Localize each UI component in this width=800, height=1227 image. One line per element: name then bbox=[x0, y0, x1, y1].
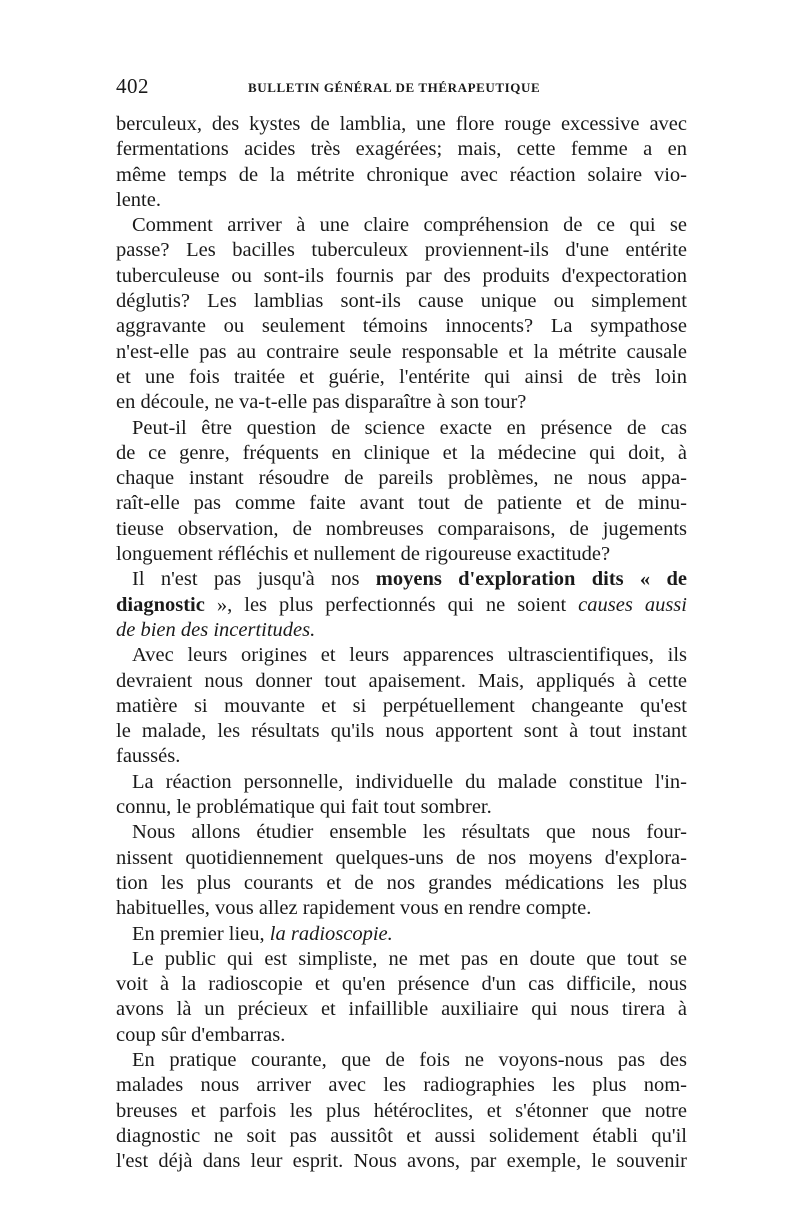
text-line: tion les plus courants et de nos grandes médications les plus bbox=[116, 871, 687, 894]
text-line: matière si mouvante et si perpétuellement changeante qu'est bbox=[116, 694, 687, 717]
text-line bbox=[116, 567, 687, 592]
text-line: l'est déjà dans leur esprit. Nous avons, par exemple, le souvenir bbox=[116, 1150, 687, 1173]
text-line: déglutis? Les lamblias sont-ils cause unique ou simplement bbox=[116, 290, 687, 313]
page-number: 402 bbox=[116, 74, 149, 98]
text-line: Le public qui est simpliste, ne met pas en doute que tout se bbox=[132, 947, 687, 970]
text-line: berculeux, des kystes de lamblia, une flore rouge excessive avec bbox=[116, 113, 687, 135]
text-line: avons là un précieux et infaillible auxiliaire qui nous tirera à bbox=[116, 998, 687, 1021]
bold-text: moyens d'exploration dits « de bbox=[375, 568, 687, 591]
text-line bbox=[116, 618, 687, 643]
text-line: diagnostic ne soit pas aussitôt et aussi solidement établi qu'il bbox=[116, 1124, 687, 1147]
text-line: longuement réfléchis et nullement de rigoureuse exactitude? bbox=[116, 543, 611, 566]
text-line: lente. bbox=[116, 188, 161, 211]
text-line: Avec leurs origines et leurs apparences ultrascientifiques, ils bbox=[132, 644, 687, 667]
text-line: tieuse observation, de nombreuses comparaisons, de jugements bbox=[116, 517, 687, 540]
text-line: en découle, ne va-t-elle pas disparaître à son tour? bbox=[116, 391, 527, 414]
text-line: et une fois traitée et guérie, l'entérite qui ainsi de très loin bbox=[116, 365, 687, 388]
text-line: passe? Les bacilles tuberculeux proviennent-ils d'une entérite bbox=[116, 239, 687, 262]
text-line: aggravante ou seulement témoins innocents? La sympathose bbox=[116, 315, 687, 338]
text-line bbox=[116, 593, 687, 618]
text-run: En premier lieu, bbox=[132, 922, 270, 945]
text-line: tuberculeuse ou sont-ils fournis par des produits d'expectoration bbox=[116, 264, 687, 287]
text-line: Peut-il être question de science exacte en présence de cas bbox=[132, 416, 687, 439]
text-line: habituelles, vous allez rapidement vous en rendre compte. bbox=[116, 897, 592, 920]
text-line: raît-elle pas comme faite avant tout de patiente et de minu- bbox=[116, 492, 687, 515]
text-line: le malade, les résultats qu'ils nous apportent sont à tout instant bbox=[116, 720, 687, 743]
text-line: connu, le problématique qui fait tout sombrer. bbox=[116, 796, 492, 819]
text-line: malades nous arriver avec les radiographies les plus nom- bbox=[116, 1074, 687, 1097]
text-line: de ce genre, fréquents en clinique et la médecine qui doit, à bbox=[116, 441, 687, 464]
italic-text: la radioscopie. bbox=[269, 922, 393, 945]
text-line: devraient nous donner tout apaisement. Mais, appliqués à cette bbox=[116, 669, 687, 692]
text-line: coup sûr d'embarras. bbox=[116, 1023, 286, 1046]
running-title: BULLETIN GÉNÉRAL DE THÉRAPEUTIQUE bbox=[248, 80, 541, 95]
text-line: n'est-elle pas au contraire seule responsable et la métrite causale bbox=[116, 340, 687, 363]
italic-text: de bien des incertitudes. bbox=[116, 618, 316, 641]
italic-text: causes aussi bbox=[578, 593, 687, 616]
text-line bbox=[116, 922, 687, 947]
text-line: En pratique courante, que de fois ne voyons-nous pas des bbox=[132, 1048, 687, 1071]
text-line: même temps de la métrite chronique avec réaction solaire vio- bbox=[116, 163, 687, 186]
text-line: nissent quotidiennement quelques-uns de nos moyens d'explora- bbox=[116, 846, 687, 869]
text-line: chaque instant résoudre de pareils problèmes, ne nous appa- bbox=[116, 467, 687, 490]
text-line: Comment arriver à une claire compréhension de ce qui se bbox=[132, 214, 687, 237]
text-run: Il n'est pas jusqu'à nos bbox=[132, 568, 376, 591]
body-text bbox=[116, 112, 687, 1174]
text-line: faussés. bbox=[116, 745, 181, 768]
text-line: La réaction personnelle, individuelle du malade constitue l'in- bbox=[132, 770, 687, 793]
text-run: », les plus perfectionnés qui ne soient bbox=[204, 593, 579, 616]
text-line: voit à la radioscopie et qu'en présence d'un cas difficile, nous bbox=[116, 973, 687, 996]
text-line: fermentations acides très exagérées; mais, cette femme a en bbox=[116, 138, 687, 161]
bold-text: diagnostic bbox=[116, 593, 205, 616]
page-header bbox=[116, 74, 686, 98]
text-line: breuses et parfois les plus hétéroclites, et s'étonner que notre bbox=[116, 1099, 687, 1122]
text-line: Nous allons étudier ensemble les résultats que nous four- bbox=[132, 821, 687, 844]
